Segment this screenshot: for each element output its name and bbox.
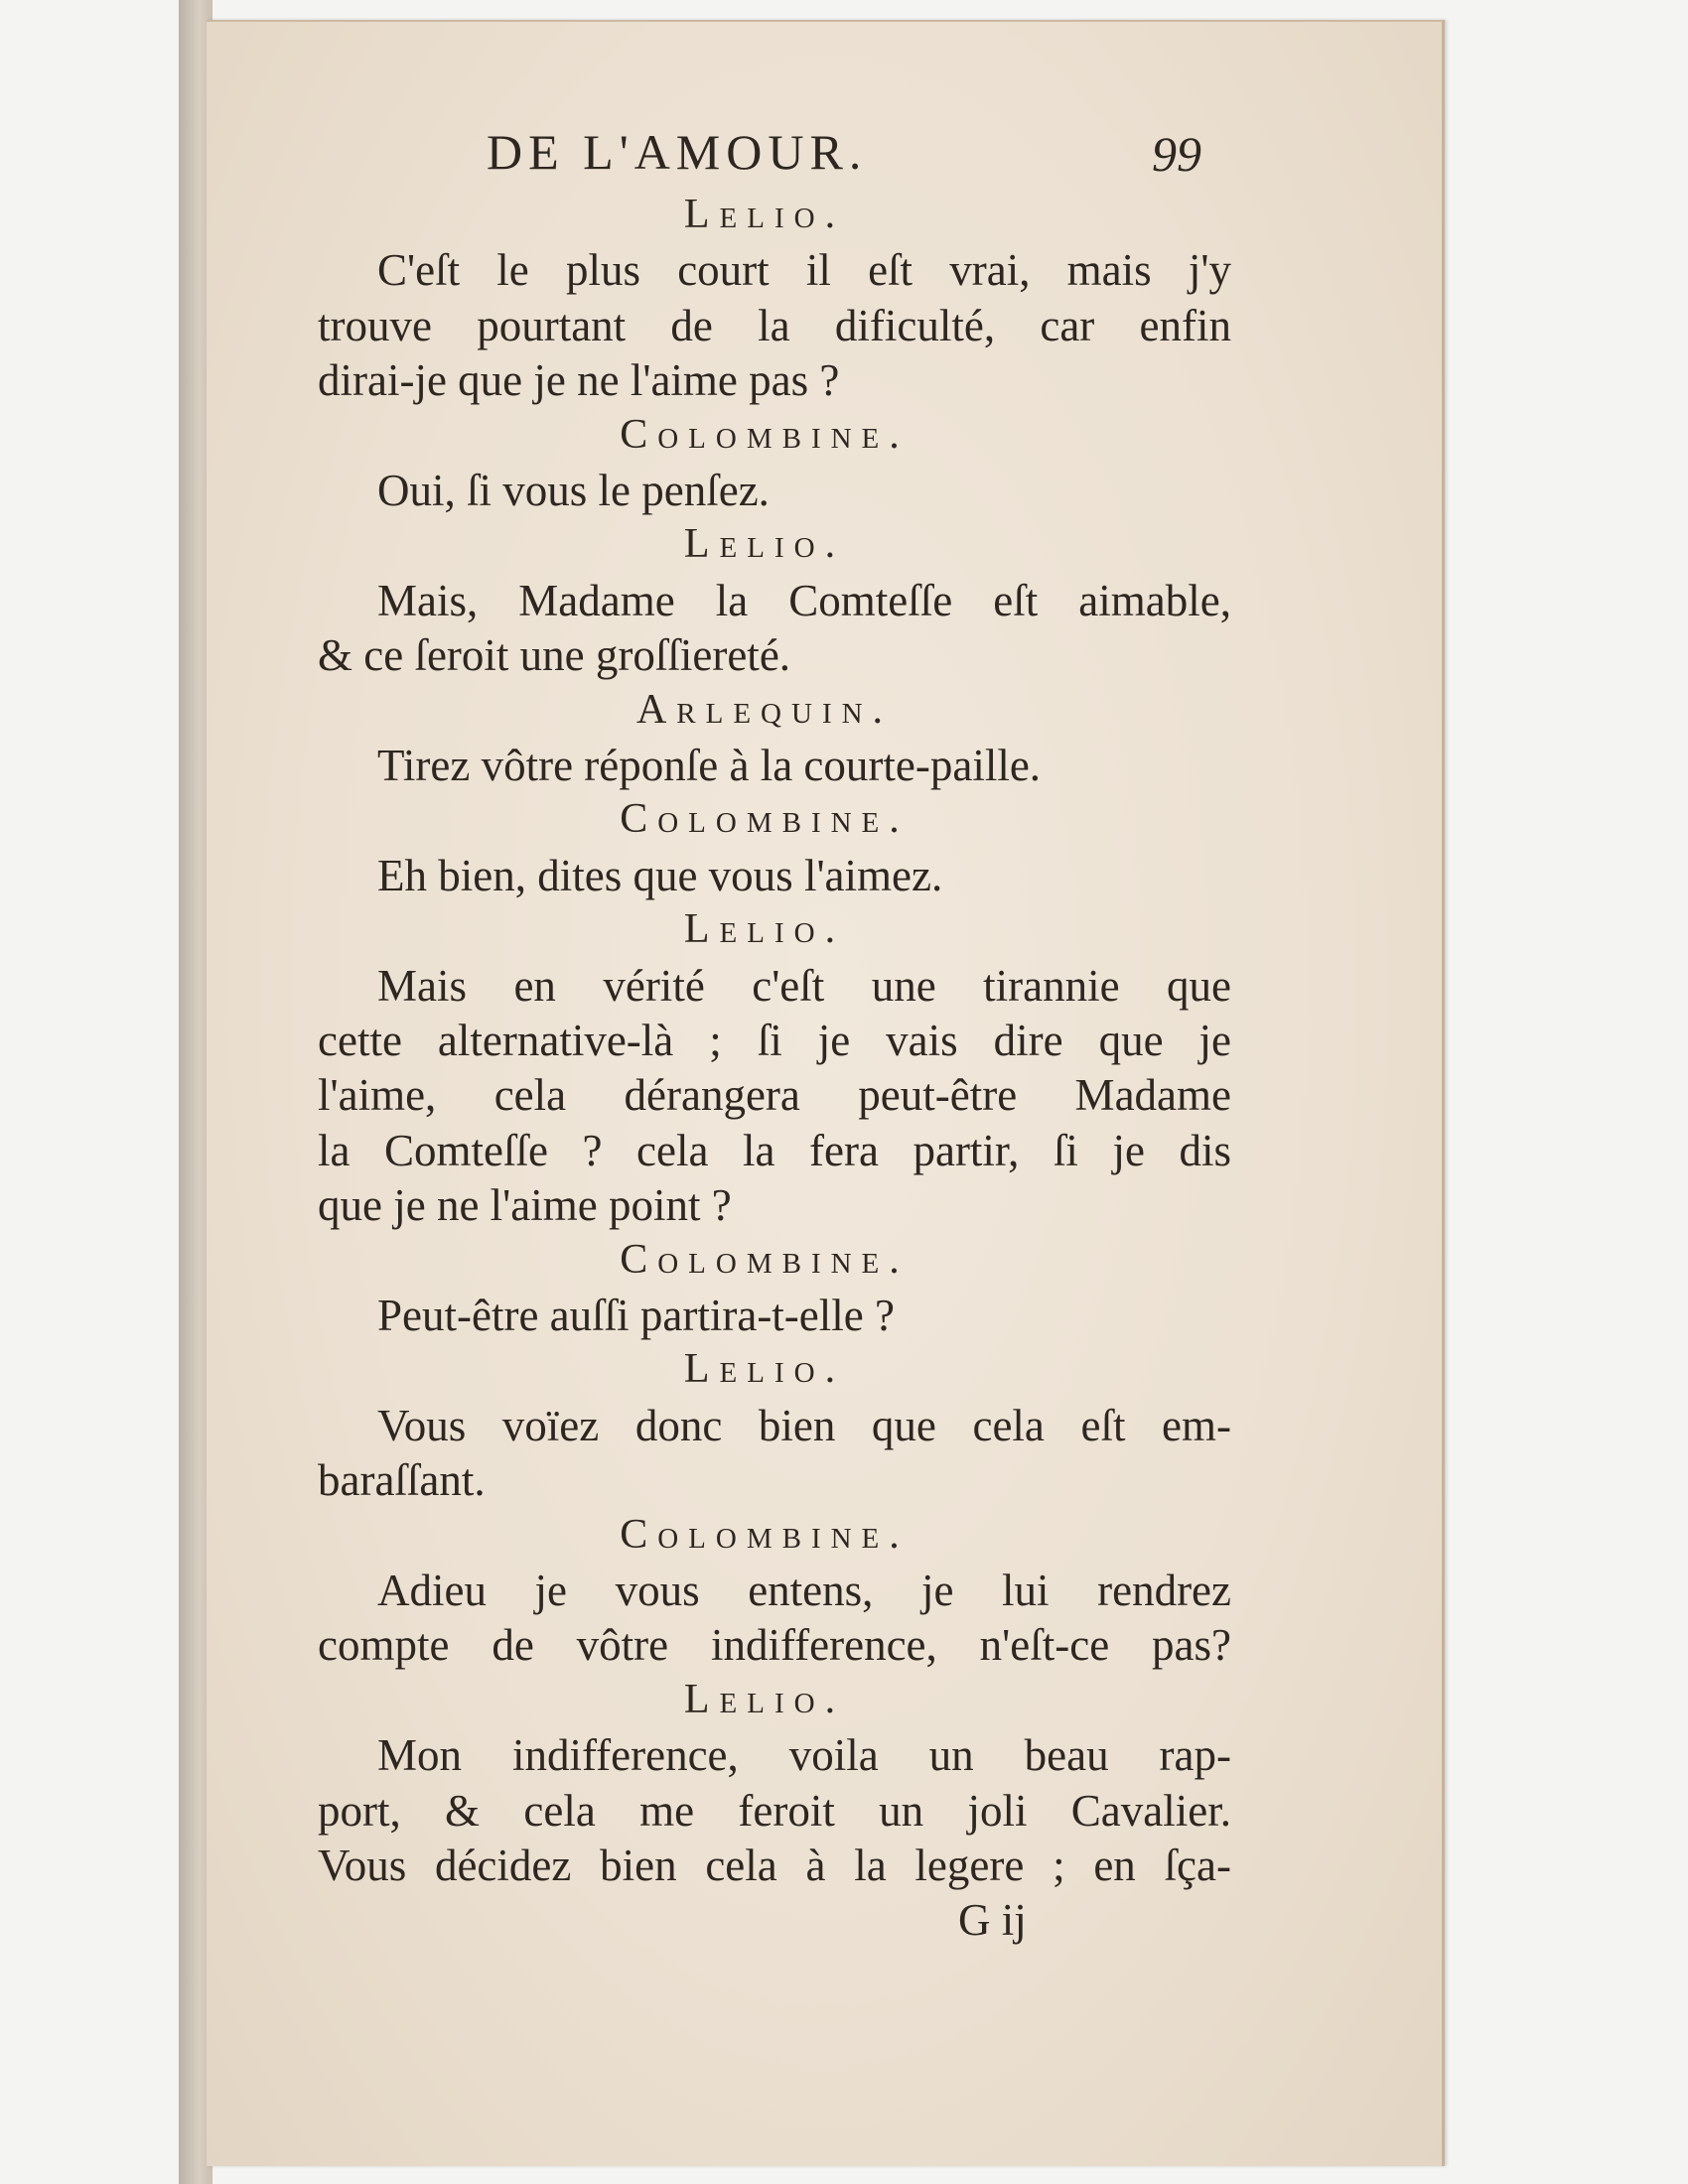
speaker-name: Lelio. (683, 1346, 846, 1393)
text-line: Oui, ſi vous le penſez. (377, 466, 770, 515)
text-line: Vous voïez donc bien que cela eſt em- (377, 1400, 1231, 1450)
text-line: Peut-être auſſi partira-t-elle ? (377, 1291, 895, 1340)
text-line: dirai-je que je ne l'aime pas ? (318, 355, 840, 406)
text-line: Vous décidez bien cela à la legere ; en ſça- (318, 1841, 1231, 1890)
text-line: que je ne l'aime point ? (318, 1180, 732, 1231)
speaker-name: Arlequin. (635, 686, 894, 733)
signature-mark: G ij (958, 1895, 1027, 1946)
text-line: & ce ſeroit une groſſiereté. (318, 630, 791, 681)
speaker-name: Colombine. (620, 411, 910, 458)
text-line: cette alternative-là ; ſi je vais dire que je (318, 1016, 1231, 1065)
text-line: baraſſant. (318, 1455, 486, 1506)
text-line: l'aime, cela dérangera peut-être Madame (318, 1070, 1231, 1121)
running-head: DE L'AMOUR. (487, 124, 868, 180)
text-line: C'eſt le plus court il eſt vrai, mais j'y (377, 245, 1231, 296)
speaker-name: Colombine. (620, 1236, 910, 1283)
text-line: port, & cela me feroit un joli Cavalier. (318, 1785, 1231, 1836)
speaker-name: Colombine. (620, 796, 910, 843)
text-line: Eh bien, dites que vous l'aimez. (377, 850, 943, 900)
text-line: Tirez vôtre réponſe à la courte-paille. (377, 741, 1042, 790)
text-line: la Comteſſe ? cela la fera partir, ſi je dis (318, 1125, 1231, 1175)
text-line: Mais en vérité c'eſt une tirannie que (377, 960, 1231, 1011)
speaker-name: Colombine. (620, 1511, 910, 1558)
text-line: Mon indifference, voila un beau rap- (377, 1730, 1231, 1781)
text-line: Mais, Madame la Comteſſe eſt aimable, (377, 575, 1231, 625)
text-line: trouve pourtant de la dificulté, car enfin (318, 300, 1231, 350)
speaker-name: Lelio. (683, 1676, 846, 1722)
speaker-name: Lelio. (683, 906, 846, 953)
text-line: compte de vôtre indifference, n'eſt-ce pas? (318, 1620, 1231, 1671)
text-line: Adieu je vous entens, je lui rendrez (377, 1566, 1231, 1615)
speaker-name: Lelio. (683, 521, 846, 568)
speaker-name: Lelio. (683, 192, 846, 237)
page-number: 99 (1152, 126, 1201, 182)
